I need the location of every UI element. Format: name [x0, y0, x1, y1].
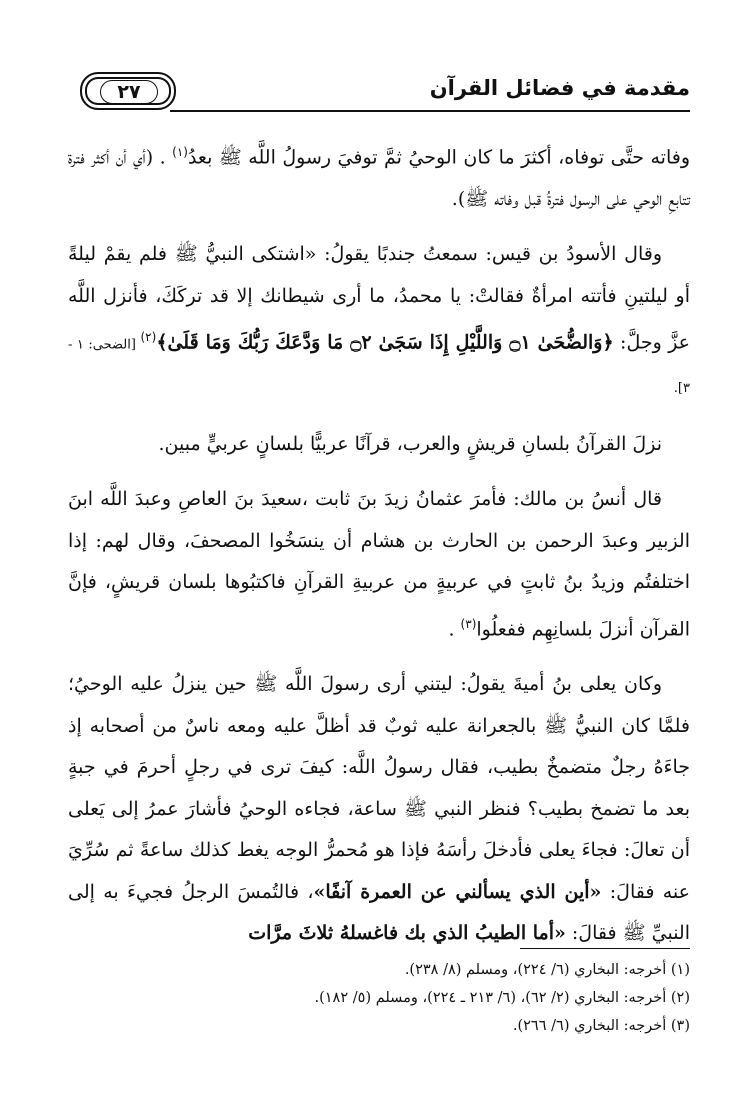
footnotes — [68, 956, 690, 1040]
hadith-quote-2: «أما الطيبُ الذي بك فاغسلهُ ثلاثَ مرَّات — [248, 922, 566, 945]
footnote-rule — [520, 948, 690, 949]
footnote-ref-1: (١) — [172, 145, 188, 159]
paragraph-3: نزلَ القرآنُ بلسانِ قريشٍ والعرب، قرآنًا عربيًّا بلسانٍ عربيٍّ مبين. — [158, 432, 662, 455]
quran-verse: ﴿وَالضُّحَىٰ ۝١ وَاللَّيْلِ إِذَا سَجَىٰ ۝٢ مَا وَدَّعَكَ رَبُّكَ وَمَا قَلَىٰ﴾ — [156, 331, 614, 354]
page-number-badge — [80, 72, 176, 110]
footnote-ref-3: (٣) — [460, 616, 477, 631]
header-rule — [170, 110, 690, 112]
paragraph-1-text-end: . (أي أن أكثر فترة تتابعِ الوحي على الرسول فترةُ قبل وفاته ﷺ). — [68, 146, 690, 210]
surah-citation: [الضحى: ١ - ٣]. — [68, 337, 690, 397]
running-title: مقدمة في فضائل القرآن — [429, 76, 690, 100]
paragraph-4-text-end: . — [448, 617, 461, 640]
paragraph-4-text: قال أنسُ بن مالك: فأمرَ عثمانُ زيدَ بنَ ثابت ،سعيدَ بنَ العاصِ وعبدَ اللَّه ابنَ الزبير وعبدَ الرحمن بن الحارث بن هشام أن ينسَخُوا المصحفَ، وقال لهم: إذا اختلفتُم وزيدُ بنُ ثابتٍ في عربيةٍ من عربيةِ القرآنِ فاكتبُوها بلسان قريشٍ، فإنَّ القرآن أنزلَ بلسانِهِم ففعلُوا — [68, 488, 690, 640]
paragraph-4 — [68, 479, 690, 650]
footnote-2: (٢) أخرجه: البخاري (٢/ ٦٢)، (٦/ ٢١٣ ـ ٢٢٤)، ومسلم (٥/ ١٨٢). — [314, 990, 690, 1006]
paragraph-2 — [68, 234, 690, 409]
paragraph-5 — [68, 664, 690, 955]
paragraph-2-text: وقال الأسودُ بن قيس: سمعتُ جندبًا يقولُ: «اشتكى النبيُّ ﷺ فلم يقمْ ليلةً أو ليلتينِ فأتته امرأةٌ فقالتْ: يا محمدُ، ما أرى شيطانك إلا قد تركَكَ، فأنزل اللَّه عزَّ وجلَّ: — [68, 243, 691, 354]
hadith-quote-1: «أين الذي يسألني عن العمرة آنفًا» — [313, 880, 602, 903]
main-text — [68, 132, 690, 969]
paragraph-5-text: وكان يعلى بنُ أميةَ يقولُ: ليتني أرى رسولَ اللَّه ﷺ حين ينزلُ عليه الوحيُ؛ فلمَّا كان النبيُّ ﷺ بالجعرانة عليه ثوبٌ قد أظلَّ عليه ومعه ناسٌ من أصحابه إذ جاءَهُ رجلٌ متضمخٌ بطيب، فقال رسولُ اللَّه: كيفَ ترى في رجلٍ أحرمَ في جبةٍ بعد ما تضمخ بطيب؟ فنظر النبي ﷺ ساعة، فجاءه الوحيُ فأشارَ عمرُ إلى يَعلى أن تعالَ: فجاءَ يعلى فأدخلَ رأسَهُ فإذا هو مُحمرُّ الوجه يغط كذلك ساعةً ثم سُرِّيَ عنه فقالَ: — [68, 673, 690, 903]
footnote-3: (٣) أخرجه: البخاري (٦/ ٢٦٦). — [512, 1018, 690, 1034]
footnote-ref-2: (٢) — [140, 330, 157, 345]
page-header — [70, 66, 690, 116]
paragraph-5-text-mid: ، فالتُمسَ الرجلُ فجيءَ به إلى النبيِّ ﷺ فقالَ: — [68, 880, 690, 945]
paragraph-1 — [68, 132, 690, 220]
paragraph-1-text: وفاته حتَّى توفاه، أكثرَ ما كان الوحيُ ثمَّ توفيَ رسولُ اللَّه ﷺ بعدُ — [187, 146, 690, 169]
page-number: ٢٧ — [100, 80, 158, 104]
footnote-1: (١) أخرجه: البخاري (٦/ ٢٢٤)، ومسلم (٨/ ٢٣٨). — [404, 962, 690, 978]
